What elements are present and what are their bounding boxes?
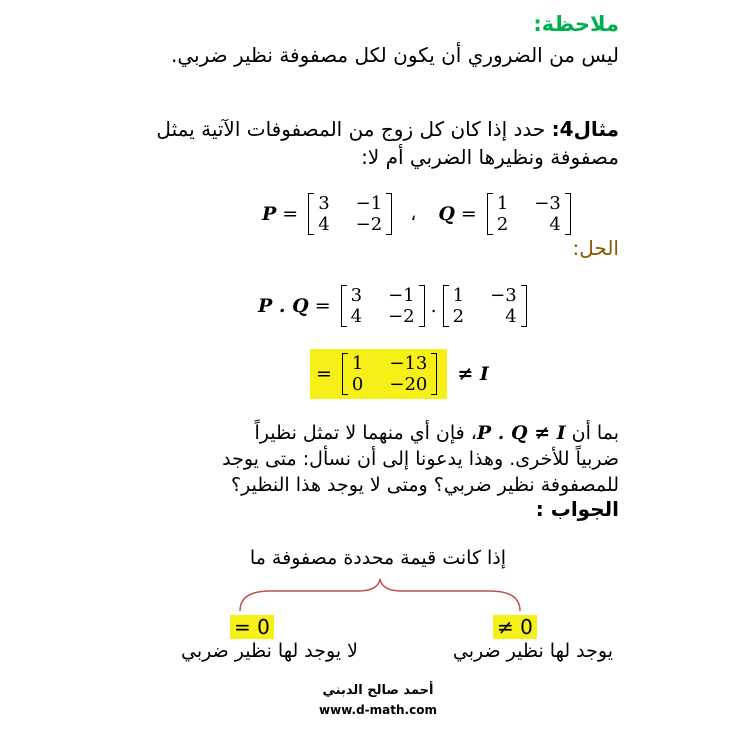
matrix-cell: −3 (534, 193, 561, 214)
matrix-cell: −1 (388, 285, 415, 306)
matrix-cell: 4 (318, 214, 330, 235)
paragraph-line-2: ضربياً للأخرى. وهذا يدعونا إلى أن نسأل: متى يوجد (222, 448, 619, 470)
dot-operator: . (430, 295, 437, 317)
example-text-1: حدد إذا كان كل زوج من المصفوفات الآتية يمثل (156, 117, 552, 141)
case-left-value: = 0 (230, 615, 274, 639)
case-right-value: ≠ 0 (493, 615, 537, 639)
matrix-cell: 1 (351, 353, 364, 374)
example-line-1 (156, 117, 619, 141)
matrix-q (487, 193, 571, 235)
answer-title: الجواب : (535, 497, 619, 521)
equals-sign: = (316, 363, 332, 385)
result-line (310, 349, 489, 399)
matrix-cell: 0 (351, 374, 364, 395)
case-right-text: يوجد لها نظير ضربي (452, 640, 613, 662)
paragraph-line-3: للمصفوفة نظير ضربي؟ ومتى لا يوجد هذا النظير؟ (231, 474, 619, 496)
pq-definition (262, 193, 575, 235)
matrix-p (341, 285, 425, 327)
case-left-value-wrap (230, 615, 274, 639)
paragraph-text-a: بما أن (565, 422, 619, 444)
matrix-cell: 2 (452, 306, 465, 327)
solution-label: الحل: (572, 236, 619, 260)
neq-identity: ≠ I (457, 363, 489, 385)
matrix-result (342, 353, 437, 395)
matrix-cell: 3 (318, 193, 330, 214)
matrix-cell: −2 (388, 306, 415, 327)
equals-sign: = (460, 203, 477, 225)
case-left-text: لا يوجد لها نظير ضربي (181, 640, 358, 662)
case-right-value-wrap (493, 615, 537, 639)
p-symbol: P (262, 203, 277, 225)
q-symbol: Q (438, 203, 455, 225)
matrix-cell: 1 (452, 285, 465, 306)
equals-sign: = (282, 203, 299, 225)
matrix-cell: 3 (350, 285, 363, 306)
matrix-cell: −20 (389, 374, 428, 395)
matrix-cell: −1 (355, 193, 383, 214)
note-text: ليس من الضروري أن يكون لكل مصفوفة نظير ضربي. (170, 43, 619, 67)
curly-brace (230, 575, 530, 615)
equals-sign: = (314, 295, 331, 317)
note-title: ملاحظة: (533, 12, 619, 36)
footer-website: www.d-math.com (319, 703, 437, 717)
paragraph-line-1 (255, 422, 620, 444)
matrix-cell: 4 (505, 306, 517, 327)
matrix-cell: 4 (549, 214, 561, 235)
paragraph-text-b: ، فإن أي منهما لا تمثل نظيراً (254, 422, 477, 444)
example-line-2: مصفوفة ونظيرها الضربي أم لا: (361, 145, 619, 169)
product-line (258, 285, 531, 327)
matrix-cell: −2 (355, 214, 383, 235)
paragraph-math: P . Q ≠ I (476, 422, 566, 444)
product-lhs: P . Q (258, 295, 309, 317)
matrix-cell: 2 (496, 214, 509, 235)
footer-author: أحمد صالح الدبني (322, 683, 434, 698)
matrix-cell: −13 (389, 353, 428, 374)
matrix-q (443, 285, 527, 327)
brace-label: إذا كانت قيمة محددة مصفوفة ما (249, 547, 507, 569)
matrix-cell: 4 (350, 306, 363, 327)
matrix-cell: 1 (496, 193, 509, 214)
matrix-p (308, 193, 392, 235)
result-highlight (310, 349, 447, 399)
example-label: مثال4: (551, 117, 619, 141)
separator-comma: ، (410, 203, 417, 225)
matrix-cell: −3 (490, 285, 517, 306)
